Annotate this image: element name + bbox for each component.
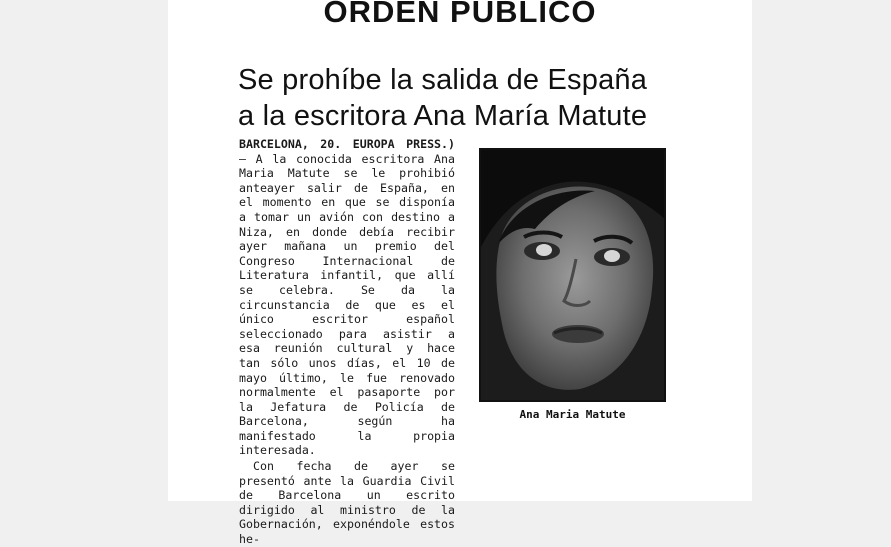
section-title: ORDEN PUBLICO — [323, 0, 597, 29]
article-dateline: BARCELONA, 20. EUROPA PRESS.) — [239, 137, 455, 151]
headline — [238, 62, 708, 134]
article-paragraph-2: Con fecha de ayer se presentó ante la Guardia Civil de Barcelona un escrito dirigido al ministro de la Gobernación, exponéndole estos he- — [239, 459, 455, 547]
headline-line-1: Se prohíbe la salida de España — [238, 64, 648, 96]
portrait-photo — [480, 149, 665, 401]
headline-line-2: a la escritora Ana María Matute — [238, 100, 648, 132]
article-paragraph-1-text: – A la conocida escritora Ana Maria Matute se le prohibió anteayer salir de España, en el momento en que se disponía a tomar un avión con destino a Niza, en donde debía recibir ayer mañana un premio del Congreso Internacional de Literatura infantil, que allí se celebra. Se da la circunstancia de que es el único escritor español seleccionado para asistir a esa reunión cultural y hace tan sólo unos días, el 10 de mayo último, le fue renovado normalmente el pasaporte por la Jefatura de Policía de Barcelona, según ha manifestado la propia interesada. — [239, 151, 455, 458]
article-body — [239, 137, 455, 547]
viewer-background-right — [752, 0, 891, 501]
viewer-background-left — [0, 0, 168, 501]
photo-caption: Ana Maria Matute — [519, 408, 626, 421]
portrait-image — [480, 149, 665, 401]
article-paragraph-1 — [239, 137, 455, 458]
newspaper-page — [168, 0, 752, 547]
